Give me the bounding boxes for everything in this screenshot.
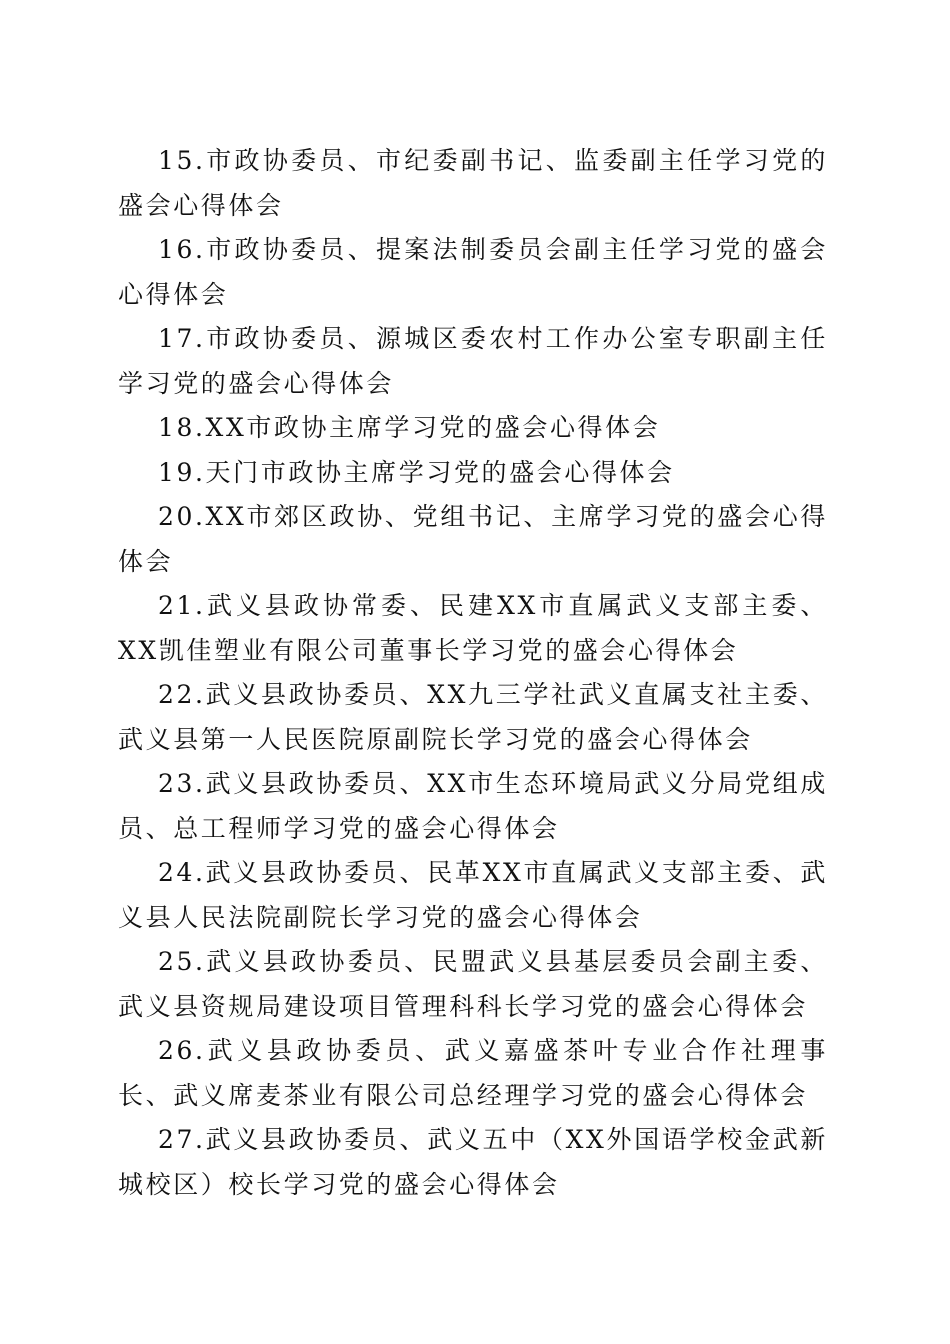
list-item: 23.武义县政协委员、XX市生态环境局武义分局党组成员、总工程师学习党的盛会心得体会 bbox=[118, 769, 828, 843]
list-item: 26.武义县政协委员、武义嘉盛茶叶专业合作社理事长、武义席麦茶业有限公司总经理学习党的盛会心得体会 bbox=[118, 1036, 828, 1110]
list-item: 27.武义县政协委员、武义五中（XX外国语学校金武新城校区）校长学习党的盛会心得体会 bbox=[118, 1125, 828, 1199]
item-list bbox=[118, 139, 828, 1207]
list-item: 17.市政协委员、源城区委农村工作办公室专职副主任学习党的盛会心得体会 bbox=[118, 324, 828, 398]
list-item: 18.XX市政协主席学习党的盛会心得体会 bbox=[158, 413, 661, 442]
list-item: 24.武义县政协委员、民革XX市直属武义支部主委、武义县人民法院副院长学习党的盛会心得体会 bbox=[118, 858, 828, 932]
list-item: 25.武义县政协委员、民盟武义县基层委员会副主委、武义县资规局建设项目管理科科长学习党的盛会心得体会 bbox=[118, 947, 828, 1021]
list-item: 19.天门市政协主席学习党的盛会心得体会 bbox=[158, 457, 675, 487]
list-item: 15.市政协委员、市纪委副书记、监委副主任学习党的盛会心得体会 bbox=[118, 146, 828, 220]
list-item: 16.市政协委员、提案法制委员会副主任学习党的盛会心得体会 bbox=[118, 235, 828, 309]
list-item: 22.武义县政协委员、XX九三学社武义直属支社主委、武义县第一人民医院原副院长学习党的盛会心得体会 bbox=[118, 680, 828, 754]
list-item: 21.武义县政协常委、民建XX市直属武义支部主委、XX凯佳塑业有限公司董事长学习党的盛会心得体会 bbox=[118, 591, 828, 665]
list-item: 20.XX市郊区政协、党组书记、主席学习党的盛会心得体会 bbox=[118, 502, 828, 576]
